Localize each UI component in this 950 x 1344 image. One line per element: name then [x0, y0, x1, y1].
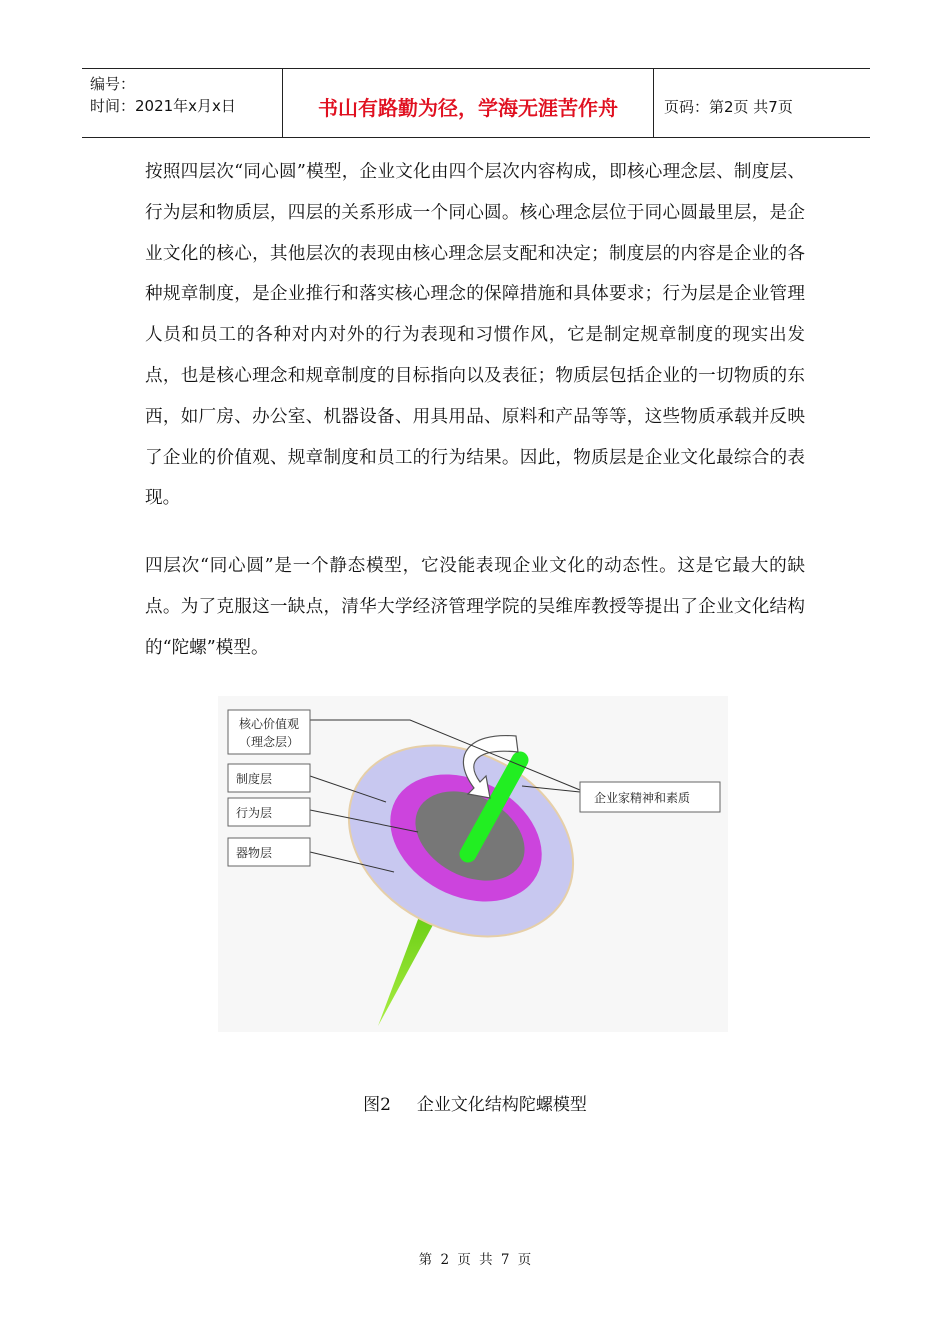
figure-caption [0, 1090, 950, 1115]
label-core-line2: （理念层） [238, 735, 300, 749]
paragraph-2: 四层次“同心圆”是一个静态模型，它没能表现企业文化的动态性。这是它最大的缺点。为了克服这一缺点，清华大学经济管理学院的吴维库教授等提出了企业文化结构的“陀螺”模型。 [145, 556, 805, 658]
label-system: 制度层 [236, 772, 273, 786]
page-footer: 第 2 页 共 7 页 [418, 1252, 532, 1268]
page-header [82, 68, 870, 138]
time-label: 时间：2021年x月x日 [90, 97, 236, 115]
header-page-info: 页码：第2页 共7页 [664, 97, 793, 116]
label-behavior: 行为层 [236, 806, 273, 820]
caption-number: 图2 [363, 1095, 391, 1115]
label-spirit: 企业家精神和素质 [594, 791, 691, 805]
gyroscope-diagram [218, 696, 728, 1032]
gyroscope-figure [218, 696, 728, 1032]
label-core-line1: 核心价值观 [238, 717, 300, 731]
header-motto: 书山有路勤为径，学海无涯苦作舟 [282, 69, 654, 137]
label-material: 器物层 [236, 846, 273, 860]
paragraph-1: 按照四层次“同心圆”模型，企业文化由四个层次内容构成，即核心理念层、制度层、行为层和物质层，四层的关系形成一个同心圆。核心理念层位于同心圆最里层，是企业文化的核心，其他层次的表现由核心理念层支配和决定；制度层的内容是企业的各种规章制度，是企业推行和落实核心理念的保障措施和具体要求；行为层是企业管理人员和员工的各种对内对外的行为表现和习惯作风，它是制定规章制度的现实出发点，也是核心理念和规章制度的目标指向以及表征；物质层包括企业的一切物质的东西，如厂房、办公室、机器设备、用具用品、原料和产品等等，这些物质承载并反映了企业的价值观、规章制度和员工的行为结果。因此，物质层是企业文化最综合的表现。 [145, 162, 805, 509]
number-label: 编号： [90, 75, 136, 93]
caption-title: 企业文化结构陀螺模型 [416, 1095, 587, 1115]
header-meta [82, 69, 282, 137]
